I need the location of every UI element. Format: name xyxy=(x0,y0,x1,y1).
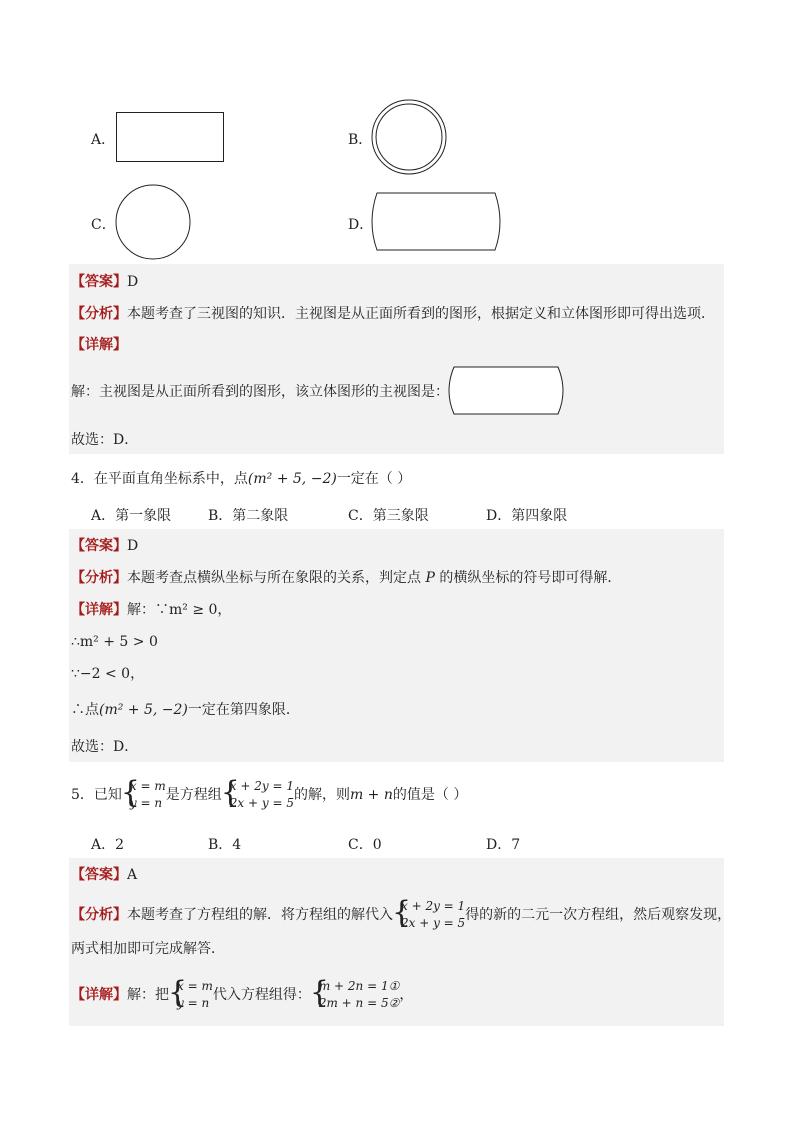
q5-system-2 xyxy=(222,778,294,812)
detail-tail: ， xyxy=(399,987,414,1003)
q4-analysis xyxy=(71,568,621,588)
detail-step-4a: ∴点 xyxy=(71,702,99,718)
detail-tag: 【详解】 xyxy=(71,337,127,353)
answer-tag: 【答案】 xyxy=(71,538,127,554)
sys-row: x = m xyxy=(177,979,213,993)
q4-answer xyxy=(71,536,138,556)
answer-text: D xyxy=(127,274,139,290)
detail-tag: 【详解】 xyxy=(71,987,127,1003)
sys-row: y = n xyxy=(177,996,210,1010)
sys-row: y = n xyxy=(129,796,163,810)
analysis-tag: 【分析】 xyxy=(71,570,127,586)
q4-choose: 故选：D． xyxy=(71,739,139,755)
detail-tag: 【详解】 xyxy=(71,602,127,618)
sys-row: 2x + y = 5 xyxy=(401,916,466,930)
analysis-tag: 【分析】 xyxy=(71,306,127,322)
q5-prefix: 5．已知 xyxy=(71,787,122,803)
detail-step-1: 解：∵m² ≥ 0， xyxy=(127,602,232,618)
q5-detail-system-1 xyxy=(169,978,213,1012)
option-a-rectangle xyxy=(116,112,224,162)
analysis-tag: 【分析】 xyxy=(71,907,127,923)
q3-answer xyxy=(71,272,138,292)
answer-tag: 【答案】 xyxy=(71,274,127,290)
answer-text: A xyxy=(127,867,138,883)
q5-mid: 是方程组 xyxy=(165,787,222,803)
q5-choice-a: A．2 xyxy=(91,837,125,853)
q4-prefix: 4．在平面直角坐标系中，点 xyxy=(71,471,248,487)
q4-detail-2: ∴m² + 5 > 0 xyxy=(71,634,158,650)
q5-stem xyxy=(71,778,467,812)
analysis-text-2: 得的新的二元一次方程组，然后观察发现， xyxy=(465,907,732,923)
sys-row: 2x + y = 5 xyxy=(229,796,294,810)
option-c-circle xyxy=(113,183,193,261)
detail-step-2: 代入方程组得： xyxy=(212,987,311,1003)
q5-choice-b: B．4 xyxy=(208,837,242,853)
q4-choice-d: D．第四象限 xyxy=(486,508,568,524)
option-c-label: C． xyxy=(91,217,116,233)
q4-detail-4 xyxy=(71,700,300,720)
sys-row: x + 2y = 1 xyxy=(401,899,466,913)
q4-choice-b: B．第二象限 xyxy=(208,508,289,524)
q3-detail-tag xyxy=(71,335,127,355)
sys-row: 2m + n = 5② xyxy=(318,996,400,1010)
q5-analysis-cont: 两式相加即可完成解答． xyxy=(71,941,225,957)
q3-detail-line: 解：主视图是从正面所看到的图形，该立体图形的主视图是： xyxy=(71,384,449,400)
q4-detail-3: ∵−2 < 0， xyxy=(71,666,145,682)
q5-analysis-system xyxy=(393,898,465,932)
option-d-barrel xyxy=(371,191,503,253)
detail-step-4c: 一定在第四象限． xyxy=(187,702,300,718)
sys-row: m + 2n = 1① xyxy=(318,979,400,993)
q4-point: (m² + 5, −2) xyxy=(247,471,337,487)
q3-analysis xyxy=(71,304,715,324)
q4-choice-a: A．第一象限 xyxy=(91,508,172,524)
option-b-double-circle xyxy=(370,98,448,176)
q5-system-1 xyxy=(122,778,166,812)
q4-suffix: 一定在（ ） xyxy=(336,471,412,487)
q4-detail-1 xyxy=(71,600,231,620)
q5-suffix-2: 的值是（ ） xyxy=(392,787,468,803)
q5-choice-d: D．7 xyxy=(486,837,521,853)
q5-detail-system-2 xyxy=(311,978,400,1012)
option-b-label: B． xyxy=(348,132,373,148)
analysis-var: P xyxy=(425,570,435,586)
q4-solution-box xyxy=(69,529,724,762)
q3-choose: 故选：D． xyxy=(71,432,139,448)
answer-tag: 【答案】 xyxy=(71,867,127,883)
detail-step-1: 解：把 xyxy=(127,987,169,1003)
sys-row: x + 2y = 1 xyxy=(229,779,294,793)
option-a-label: A． xyxy=(91,132,116,148)
q5-answer xyxy=(71,865,137,885)
answer-text: D xyxy=(127,538,139,554)
q3-solution-box xyxy=(69,264,724,454)
sys-row: x = m xyxy=(129,779,166,793)
q5-suffix-1: 的解，则 xyxy=(293,787,350,803)
q5-expr: m + n xyxy=(349,787,393,803)
q3-detail-barrel-shape xyxy=(448,365,566,417)
q5-detail xyxy=(71,976,413,1014)
option-d-label: D． xyxy=(348,217,374,233)
q5-analysis xyxy=(71,896,731,934)
q4-stem xyxy=(71,468,411,488)
analysis-text-2: 的横纵坐标的符号即可得解． xyxy=(434,570,622,586)
analysis-text-1: 本题考查点横纵坐标与所在象限的关系，判定点 xyxy=(127,570,426,586)
detail-step-4b: (m² + 5, −2) xyxy=(99,702,188,718)
analysis-text: 本题考查了三视图的知识．主视图是从正面所看到的图形，根据定义和立体图形即可得出选项． xyxy=(127,306,715,322)
analysis-text-1: 本题考查了方程组的解．将方程组的解代入 xyxy=(127,907,393,923)
q5-choice-c: C．0 xyxy=(348,837,382,853)
q4-choice-c: C．第三象限 xyxy=(348,508,429,524)
